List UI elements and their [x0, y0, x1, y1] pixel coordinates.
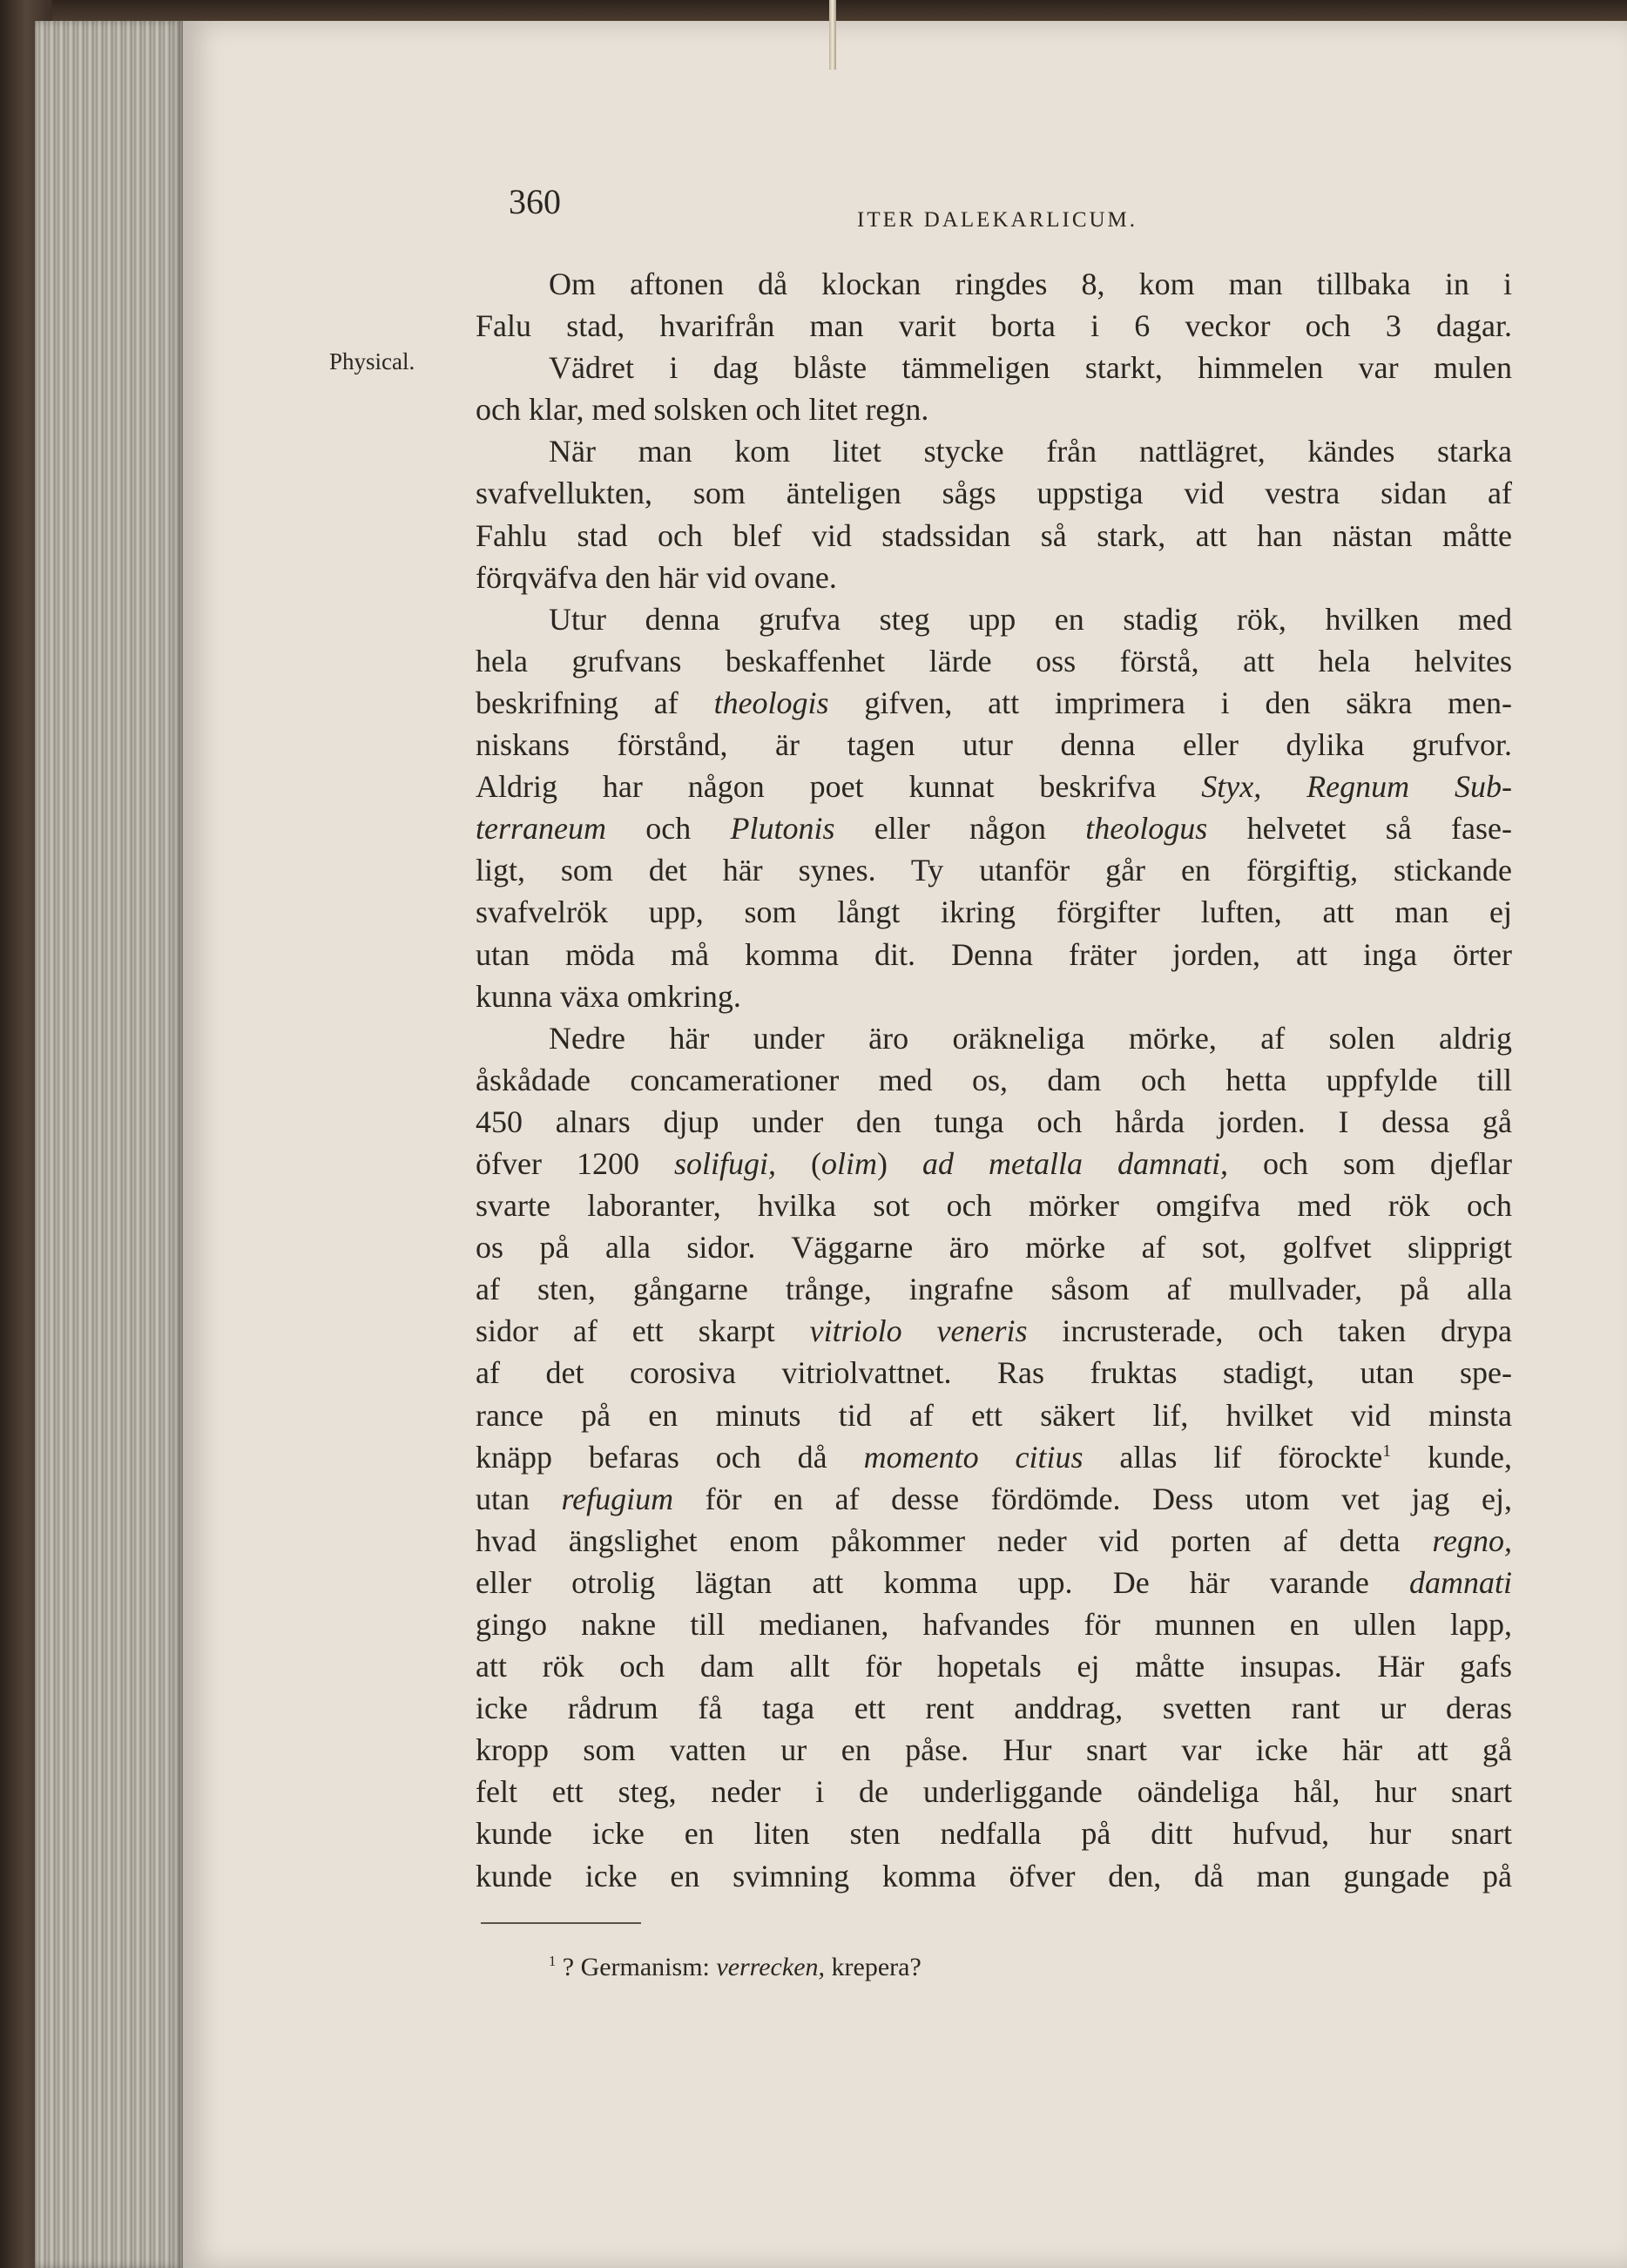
text-line: [476, 1352, 1512, 1394]
text-segment: åskådade concamerationer med os, dam och hetta uppfylde till: [476, 1062, 1512, 1097]
text-segment: af sten, gångarne trånge, ingrafne såsom af mullvader, på alla: [476, 1272, 1512, 1307]
text-line: [476, 807, 1512, 849]
text-segment: kunde icke en liten sten nedfalla på ditt hufvud, hur snart: [476, 1816, 1512, 1852]
text-segment: os på alla sidor. Väggarne äro mörke af sot, golfvet slipprigt: [476, 1230, 1512, 1266]
text-segment: Fahlu stad och blef vid stadssidan så stark, att han nästan måtte: [476, 517, 1512, 553]
footnote-prefix: ? Germanism:: [556, 1953, 717, 1981]
text-line: [476, 263, 1512, 305]
margin-note: Physical.: [329, 348, 415, 375]
text-segment: öfver 1200: [476, 1145, 674, 1181]
text-segment: När man kom litet stycke från nattlägret, kändes starka: [549, 434, 1512, 469]
italic-text: ad metalla damnati,: [922, 1145, 1229, 1181]
text-segment: Om aftonen då klockan ringdes 8, kom man tillbaka in i: [549, 267, 1512, 301]
text-segment: utan: [476, 1481, 562, 1516]
italic-text: momento citius: [863, 1439, 1084, 1475]
text-segment: Aldrig har någon poet kunnat beskrifva: [476, 769, 1202, 805]
text-line: [476, 934, 1512, 975]
text-line: [476, 975, 1512, 1017]
body-text: [476, 263, 1512, 1897]
text-segment: att rök och dam allt för hopetals ej måtte insupas. Här gafs: [476, 1649, 1512, 1684]
text-line: [476, 515, 1512, 557]
italic-text: damnati: [1408, 1564, 1512, 1600]
text-segment: kropp som vatten ur en påse. Hur snart var icke här att gå: [476, 1732, 1512, 1768]
text-segment: Nedre här under äro oräkneliga mörke, af solen aldrig: [549, 1020, 1512, 1056]
text-segment: Falu stad, hvarifrån man varit borta i 6 veckor och 3 dagar.: [476, 308, 1512, 344]
text-line: [476, 1478, 1512, 1520]
text-segment: ligt, som det här synes. Ty utanför går en förgiftig, stickande: [476, 853, 1512, 888]
footnote-rule: [481, 1922, 641, 1924]
italic-text: refugium: [561, 1481, 674, 1516]
footnote-reference: 1: [1382, 1441, 1392, 1461]
text-segment: Vädret i dag blåste tämmeligen starkt, himmelen var mulen: [549, 350, 1512, 386]
footnote-suffix: krepera?: [825, 1953, 922, 1981]
text-line: [476, 724, 1512, 766]
italic-text: theologis: [713, 685, 829, 720]
text-segment: för en af desse fördömde. Dess utom vet jag ej,: [673, 1481, 1513, 1516]
text-line: [476, 849, 1512, 891]
text-segment: och som djeflar: [1228, 1145, 1512, 1181]
text-line: [476, 472, 1512, 514]
text-segment: niskans förstånd, är tagen utur denna eller dylika grufvor.: [476, 727, 1512, 763]
text-line: [476, 1059, 1512, 1101]
text-segment: eller otrolig lägtan att komma upp. De här varande: [476, 1564, 1409, 1600]
text-line: [476, 1310, 1512, 1352]
text-segment: hvad ängslighet enom påkommer neder vid porten af detta: [476, 1522, 1433, 1558]
text-segment: rance på en minuts tid af ett säkert lif, hvilket vid minsta: [476, 1397, 1512, 1433]
running-head: ITER DALEKARLICUM.: [857, 208, 1138, 232]
text-segment: eller någon: [834, 811, 1086, 847]
text-line: [476, 1143, 1512, 1185]
text-segment: och: [605, 811, 731, 847]
text-segment: helvetet så fase-: [1207, 811, 1512, 847]
text-segment: svarte laboranter, hvilka sot och mörker omgifva med rök och: [476, 1188, 1512, 1224]
text-segment: och klar, med solsken och litet regn.: [476, 392, 929, 428]
text-line: [476, 1394, 1512, 1436]
binding-thread: [829, 0, 836, 70]
text-line: [476, 1520, 1512, 1562]
text-line: [476, 1603, 1512, 1645]
text-segment: svafvelrök upp, som långt ikring förgifter luften, att man ej: [476, 894, 1512, 930]
text-segment: felt ett steg, neder i de underliggande oändeliga hål, hur snart: [476, 1774, 1512, 1810]
text-segment: Utur denna grufva steg upp en stadig rök, hvilken med: [549, 601, 1512, 637]
text-segment: allas lif förockte: [1083, 1439, 1383, 1475]
page-edges: [35, 21, 183, 2268]
text-segment: beskrifning af: [476, 685, 714, 720]
italic-text: theologus: [1085, 811, 1208, 847]
text-segment: knäpp befaras och då: [476, 1439, 864, 1475]
italic-text: olim: [821, 1145, 878, 1181]
text-line: [476, 305, 1512, 347]
text-line: [476, 766, 1512, 807]
text-line: [476, 1017, 1512, 1059]
text-line: [476, 557, 1512, 598]
text-segment: förqväfva den här vid ovane.: [476, 559, 837, 595]
text-line: [476, 1771, 1512, 1812]
text-line: [476, 1812, 1512, 1854]
italic-text: regno,: [1432, 1522, 1512, 1558]
text-segment: kunde icke en svimning komma öfver den, då man gungade på: [476, 1858, 1512, 1893]
text-line: [476, 598, 1512, 640]
text-line: [476, 1185, 1512, 1226]
text-line: [476, 1101, 1512, 1143]
text-line: [476, 1729, 1512, 1771]
text-line: [476, 682, 1512, 724]
footnote-marker: 1: [549, 1953, 557, 1969]
text-line: [476, 1562, 1512, 1603]
italic-text: terraneum: [476, 811, 606, 847]
text-line: [476, 1226, 1512, 1268]
text-line: [476, 640, 1512, 682]
text-segment: ): [877, 1145, 923, 1181]
text-segment: svafvellukten, som änteligen sågs uppstiga vid vestra sidan af: [476, 476, 1512, 511]
text-segment: kunde,: [1391, 1439, 1513, 1475]
text-segment: kunna växa omkring.: [476, 978, 741, 1014]
italic-text: Plutonis: [730, 811, 835, 847]
text-segment: sidor af ett skarpt: [476, 1313, 810, 1349]
page-number: 360: [509, 182, 561, 221]
text-segment: af det corosiva vitriolvattnet. Ras fruktas stadigt, utan spe-: [476, 1355, 1512, 1391]
text-segment: utan möda må komma dit. Denna fräter jorden, att inga örter: [476, 936, 1512, 972]
text-line: [476, 1687, 1512, 1729]
italic-text: solifugi,: [673, 1145, 777, 1181]
text-line: [476, 1436, 1512, 1478]
text-segment: gingo nakne till medianen, hafvandes för munnen en ullen lapp,: [476, 1607, 1512, 1642]
text-line: [476, 1268, 1512, 1310]
text-line: [476, 430, 1512, 472]
text-segment: 450 alnars djup under den tunga och hårda jorden. I dessa gå: [476, 1104, 1512, 1139]
italic-text: Styx, Regnum Sub-: [1201, 769, 1513, 805]
text-segment: hela grufvans beskaffenhet lärde oss förstå, att hela helvites: [476, 643, 1512, 678]
text-segment: gifven, att imprimera i den säkra men-: [828, 685, 1513, 720]
text-segment: incrusterade, och taken drypa: [1027, 1313, 1512, 1349]
book-top-edge: [0, 0, 1627, 21]
text-line: [476, 891, 1512, 933]
text-segment: (: [776, 1145, 822, 1181]
text-line: [476, 1855, 1512, 1897]
text-line: [476, 388, 1512, 430]
text-line: [476, 1645, 1512, 1687]
text-line: [476, 347, 1512, 388]
footnote: [549, 1954, 922, 1981]
italic-text: vitriolo veneris: [809, 1313, 1028, 1349]
footnote-term: verrecken,: [716, 1953, 826, 1981]
text-segment: icke rådrum få taga ett rent anddrag, svetten rant ur deras: [476, 1691, 1512, 1726]
